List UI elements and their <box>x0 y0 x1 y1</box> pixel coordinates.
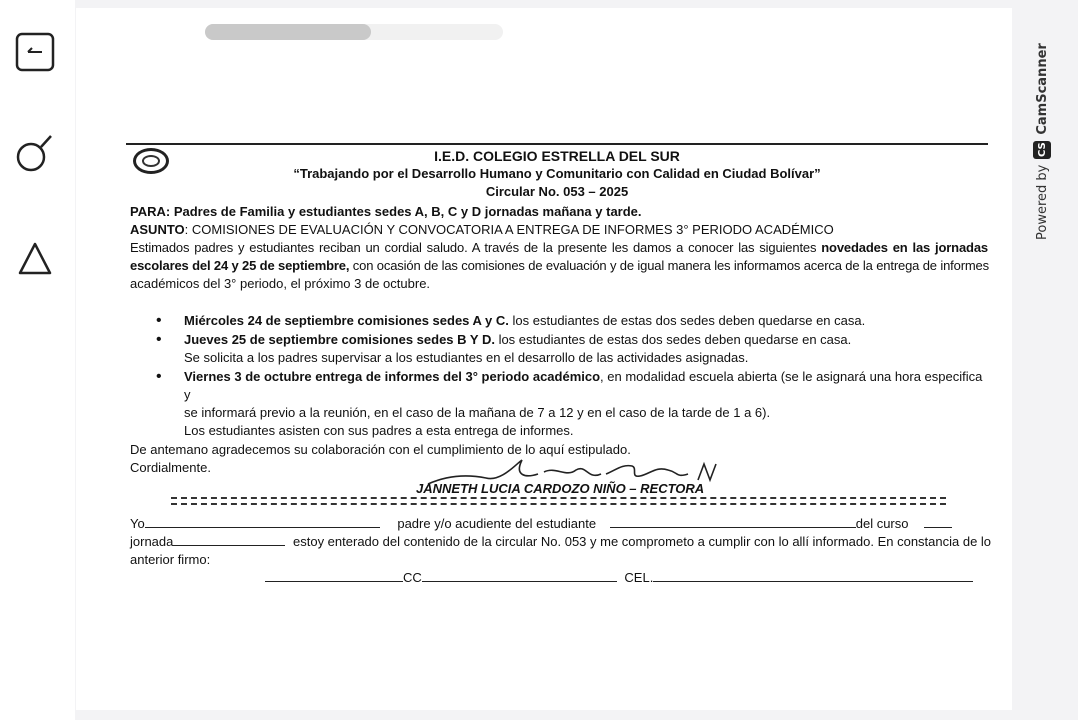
intro-bold-dates: escolares del 24 y 25 de septiembre, <box>130 258 350 273</box>
form-padre-label: padre y/o acudiente del estudiante <box>397 516 597 531</box>
item-subtext: se informará previo a la reunión, en el caso de la mañana de 7 a 12 y en el caso de la tarde de 1 a 6). <box>184 405 771 420</box>
item-text: los estudiantes de estas dos sedes deben quedarse en casa. <box>494 332 852 347</box>
closing-regards: Cordialmente. <box>130 460 211 475</box>
item-subtext: Se solicita a los padres supervisar a los estudiantes en el desarrollo de las actividades asignadas. <box>184 350 749 365</box>
form-line-2 <box>130 533 992 551</box>
list-item <box>130 368 988 404</box>
name-blank <box>145 515 380 528</box>
cut-separator <box>171 497 946 505</box>
triangle-tool-button[interactable] <box>14 238 56 280</box>
intro-line-1 <box>130 239 988 257</box>
form-enterado-text: estoy enterado del contenido de la circular No. 053 y me comprometo a cumplir con lo allí informado. En constancia de lo <box>293 534 992 549</box>
form-line-4 <box>130 569 988 587</box>
header-rule <box>126 143 988 145</box>
intro-text-2: con ocasión de las comisiones de evaluación y de igual manera les informamos acerca de la entrega de informes <box>349 258 989 273</box>
triangle-shape-icon <box>14 238 56 280</box>
signature-blank <box>265 569 403 582</box>
form-jornada-label: jornada <box>130 534 174 549</box>
form-line-1 <box>130 515 988 533</box>
intro-line-2 <box>130 257 988 275</box>
course-blank <box>924 515 952 528</box>
closing-thanks: De antemano agradecemos su colaboración con el cumplimiento de lo aquí estipulado. <box>130 442 631 457</box>
intro-text: Estimados padres y estudiantes reciban un cordial saludo. A través de la presente les damos a conocer las siguientes <box>130 240 822 255</box>
list-item <box>130 331 988 349</box>
list-item-continuation <box>130 404 988 422</box>
intro-line-3: académicos del 3° periodo, el próximo 3 de octubre. <box>130 276 431 291</box>
watermark-brand: CamScanner <box>1034 43 1050 135</box>
form-yo-label: Yo <box>130 516 145 531</box>
item-bold: Jueves 25 de septiembre comisiones sedes B Y D. <box>184 332 495 347</box>
list-item <box>130 312 988 330</box>
cel-blank <box>653 569 973 582</box>
circle-shape-icon <box>14 132 56 174</box>
watermark-powered-by: Powered by <box>1034 164 1050 240</box>
back-arrow-icon <box>15 32 55 72</box>
asunto-line <box>130 221 988 239</box>
circular-number: Circular No. 053 – 2025 <box>485 184 629 199</box>
para-text: Padres de Familia y estudiantes sedes A, B, C y D jornadas mañana y tarde. <box>170 204 642 219</box>
circle-tool-button[interactable] <box>14 132 56 174</box>
asunto-label: ASUNTO <box>130 222 185 237</box>
list-item-continuation <box>130 349 988 367</box>
camscanner-logo-icon: CS <box>1033 141 1051 159</box>
scrollbar-thumb[interactable] <box>205 24 371 40</box>
form-cc-label: CC <box>403 570 422 585</box>
form-curso-label: del curso <box>855 516 909 531</box>
list-item-continuation <box>130 422 988 440</box>
annotation-toolbar <box>0 0 75 720</box>
horizontal-scrollbar[interactable] <box>205 24 503 40</box>
form-cel-label: CEL. <box>624 570 654 585</box>
item-text: los estudiantes de estas dos sedes deben quedarse en casa. <box>508 313 866 328</box>
school-name: I.E.D. COLEGIO ESTRELLA DEL SUR <box>434 148 680 164</box>
intro-bold: novedades en las jornadas <box>821 240 988 255</box>
para-label: PARA: <box>130 204 171 219</box>
jornada-blank <box>173 533 285 546</box>
item-subtext: Los estudiantes asisten con sus padres a esta entrega de informes. <box>184 423 574 438</box>
back-tool-button[interactable] <box>14 31 56 73</box>
item-bold: Miércoles 24 de septiembre comisiones sedes A y C. <box>184 313 509 328</box>
item-text: , en modalidad escuela abierta (se le asignará una hora especifica y <box>184 369 983 402</box>
para-line <box>130 203 988 221</box>
asunto-text: : COMISIONES DE EVALUACIÓN Y CONVOCATORIA A ENTREGA DE INFORMES 3° PERIODO ACADÉMICO <box>184 222 834 237</box>
novedades-list <box>130 312 988 440</box>
cc-blank <box>422 569 617 582</box>
signer-name: JANNETH LUCIA CARDOZO NIÑO – RECTORA <box>416 481 705 496</box>
form-line-3: anterior firmo: <box>130 552 211 567</box>
student-blank <box>610 515 856 528</box>
school-motto: “Trabajando por el Desarrollo Humano y Comunitario con Calidad en Ciudad Bolívar” <box>293 166 821 181</box>
item-bold: Viernes 3 de octubre entrega de informes del 3° periodo académico <box>184 369 601 384</box>
camscanner-watermark <box>1027 20 1057 240</box>
